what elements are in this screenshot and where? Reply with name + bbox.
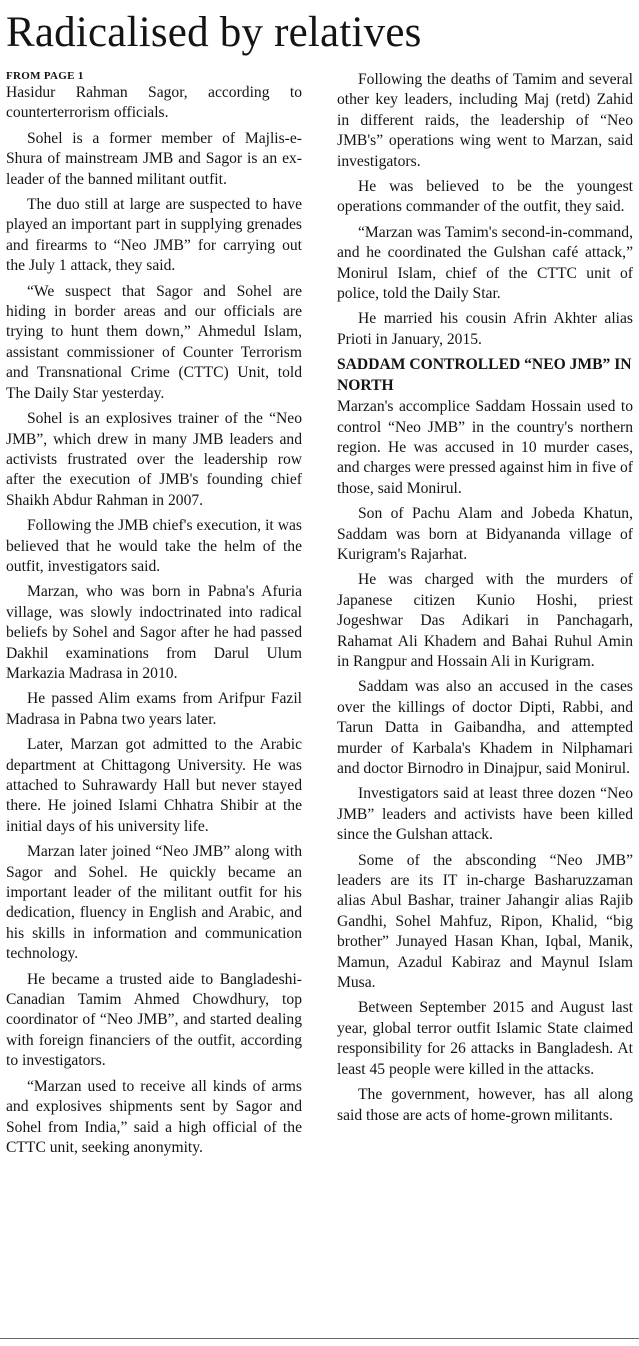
paragraph: Hasidur Rahman Sagor, according to counterterrorism officials. [6, 84, 302, 122]
article-headline: Radicalised by relatives [6, 9, 422, 56]
paragraph: Marzan's accomplice Saddam Hossain used to control “Neo JMB” in the country's northern region. He was accused in 10 murder cases, and charges were pressed against him in five of those, said Monirul. [337, 398, 633, 497]
paragraph: Marzan later joined “Neo JMB” along with Sagor and Sohel. He quickly became an important leader of the militant outfit for his dedication, fluency in English and Arabic, and his skills in information and communication technology. [6, 843, 302, 963]
left-column [6, 70, 302, 1163]
paragraph: The government, however, has all along said those are acts of home-grown militants. [337, 1086, 633, 1124]
paragraph: Between September 2015 and August last year, global terror outfit Islamic State claimed responsibility for 26 attacks in Bangladesh. At least 45 people were killed in the attacks. [337, 999, 633, 1078]
bottom-divider [0, 1338, 639, 1339]
paragraph: Marzan, who was born in Pabna's Afuria village, was slowly indoctrinated into radical beliefs by Sohel and Sagor after he had passed Dakhil examinations from Darul Ulum Markazia Madrasa in 2010. [6, 583, 302, 682]
paragraph: Saddam was also an accused in the cases over the killings of doctor Dipti, Rabbi, and Tarun Datta in Gaibandha, and attempted murder of Karbala's Khadem in Nilphamari and doctor Birnodro in Dinajpur, said Monirul. [337, 678, 633, 777]
paragraph: He passed Alim exams from Arifpur Fazil Madrasa in Pabna two years later. [6, 690, 302, 728]
paragraph: Sohel is an explosives trainer of the “Neo JMB”, which drew in many JMB leaders and activists frustrated over the leadership row after the execution of JMB's founding chief Shaikh Abdur Rahman in 2007. [6, 410, 302, 509]
paragraph: Some of the absconding “Neo JMB” leaders are its IT in-charge Basharuzzaman alias Abul Bashar, trainer Jahangir alias Rajib Gandhi, Sohel Mahfuz, Ripon, Khalid, “big brother” Junayed Hasan Khan, Iqbal, Manik, Mamun, Azadul Kabiraz and Maynul Islam Musa. [337, 851, 633, 992]
paragraph: The duo still at large are suspected to have played an important part in supplying grenades and firearms to “Neo JMB” for carrying out the July 1 attack, they said. [6, 196, 302, 275]
paragraph: He was believed to be the youngest operations commander of the outfit, they said. [337, 178, 633, 216]
paragraph: He became a trusted aide to Bangladeshi-Canadian Tamim Ahmed Chowdhury, top coordinator of “Neo JMB”, and started dealing with foreign financiers of the outfit, according to investigators. [6, 970, 302, 1070]
article-page [0, 8, 639, 1346]
paragraph: Following the JMB chief's execution, it was believed that he would take the helm of the outfit, investigators said. [6, 517, 302, 575]
paragraph: Following the deaths of Tamim and several other key leaders, including Maj (retd) Zahid in different raids, the leadership of “Neo JMB's” operations wing went to Marzan, said investigators. [337, 71, 633, 170]
paragraph: Later, Marzan got admitted to the Arabic department at Chittagong University. He was attached to Suhrawardy Hall but never stayed there. He joined Islami Chhatra Shibir at the initial days of his university life. [6, 736, 302, 835]
right-column [337, 70, 633, 1163]
paragraph: “Marzan used to receive all kinds of arms and explosives shipments sent by Sagor and Sohel from India,” said a high official of the CTTC unit, seeking anonymity. [6, 1077, 302, 1156]
article-body [6, 70, 633, 1163]
paragraph: Son of Pachu Alam and Jobeda Khatun, Saddam was born at Bidyananda village of Kurigram's Rajarhat. [337, 505, 633, 563]
paragraph: “Marzan was Tamim's second-in-command, and he coordinated the Gulshan café attack,” Monirul Islam, chief of the CTTC unit of police, told the Daily Star. [337, 223, 633, 303]
paragraph: He was charged with the murders of Japanese citizen Kunio Hoshi, priest Jogeshwar Das Adikari in Panchagarh, Rahamat Ali Khadem and Bahai Ruhul Amin in Rangpur and Hossain Ali in Kurigram. [337, 571, 633, 670]
paragraph: Investigators said at least three dozen “Neo JMB” leaders and activists have been killed since the Gulshan attack. [337, 785, 633, 844]
continuation-kicker: FROM PAGE 1 [6, 70, 84, 82]
paragraph: Sohel is a former member of Majlis-e-Shura of mainstream JMB and Sagor is an ex-leader of the banned militant outfit. [6, 129, 302, 188]
paragraph: “We suspect that Sagor and Sohel are hiding in border areas and our officials are trying to hunt them down,” Ahmedul Islam, assistant commissioner of Counter Terrorism and Transnational Crime (CTTC) Unit, told The Daily Star yesterday. [6, 282, 302, 402]
section-subhead: SADDAM CONTROLLED “NEO JMB” IN NORTH [337, 356, 632, 394]
paragraph: He married his cousin Afrin Akhter alias Prioti in January, 2015. [337, 310, 633, 348]
